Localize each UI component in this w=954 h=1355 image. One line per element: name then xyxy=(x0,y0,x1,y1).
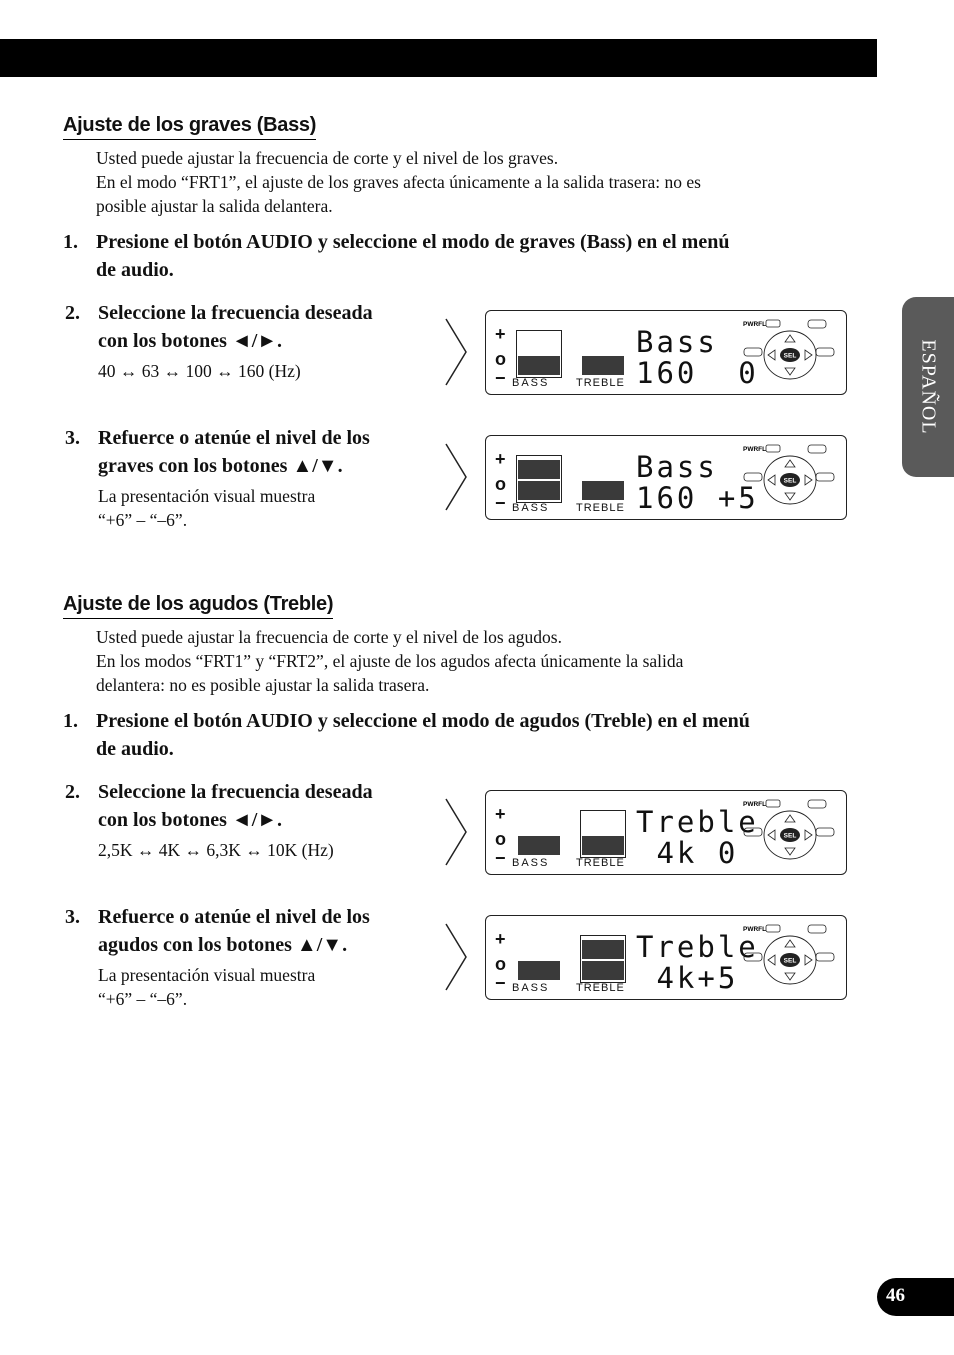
treble-level-fill xyxy=(582,481,624,500)
bass-label: BASS xyxy=(512,857,550,869)
pwrfl-label: PWRFL xyxy=(743,926,767,933)
page-number-label: 46 xyxy=(886,1285,905,1306)
step-text: Presione el botón AUDIO y seleccione el modo de agudos (Treble) en el menú xyxy=(96,710,750,732)
control-buttons-icon xyxy=(742,798,842,868)
treble-level-note xyxy=(98,963,315,1011)
display-mode-text: Treble xyxy=(636,930,759,964)
step-number: 2. xyxy=(65,781,80,803)
sel-label: SEL xyxy=(783,957,797,965)
step-number: 2. xyxy=(65,302,80,324)
step-text: Refuerce o atenúe el nivel de los xyxy=(98,906,370,928)
bass-label: BASS xyxy=(512,982,550,994)
pwrfl-label: PWRFL xyxy=(743,801,767,808)
control-buttons-icon xyxy=(742,443,842,513)
bass-intro xyxy=(96,146,856,218)
bass-intro-line: posible ajustar la salida delantera. xyxy=(96,196,333,216)
lcd-display xyxy=(485,310,847,395)
lcd-display xyxy=(485,915,847,1000)
treble-label: TREBLE xyxy=(576,502,625,514)
display-pointer-icon xyxy=(444,797,470,867)
pwrfl-label: PWRFL xyxy=(743,446,767,453)
level-zero-label: o xyxy=(495,829,506,849)
treble-intro-line: En los modos “FRT1” y “FRT2”, el ajuste de los agudos afecta únicamente la salida xyxy=(96,651,684,671)
step-text: Seleccione la frecuencia deseada xyxy=(98,781,373,803)
level-plus-label: + xyxy=(495,929,506,949)
level-zero-label: o xyxy=(495,474,506,494)
lcd-display xyxy=(485,790,847,875)
level-zero-label: o xyxy=(495,349,506,369)
treble-intro-line: delantera: no es posible ajustar la salida trasera. xyxy=(96,675,430,695)
note-line: La presentación visual muestra xyxy=(98,965,316,985)
sel-label: SEL xyxy=(783,352,797,360)
bass-level-fill xyxy=(518,836,560,855)
page-number xyxy=(877,1278,954,1316)
display-mode-text: Treble xyxy=(636,805,759,839)
step-text: Refuerce o atenúe el nivel de los xyxy=(98,427,370,449)
step-text: de audio. xyxy=(96,259,174,281)
note-line: “+6” – “–6”. xyxy=(98,989,188,1009)
step-number: 1. xyxy=(63,710,78,732)
level-minus-label: − xyxy=(495,493,506,513)
display-mode-text: Bass xyxy=(636,450,718,484)
step-number: 3. xyxy=(65,906,80,928)
step-text: de audio. xyxy=(96,738,174,760)
bass-level-note xyxy=(98,484,315,532)
treble-label: TREBLE xyxy=(576,377,625,389)
level-minus-label: − xyxy=(495,848,506,868)
display-value-text: 4k+5 xyxy=(636,961,739,995)
treble-label: TREBLE xyxy=(576,857,625,869)
section-heading-bass: Ajuste de los graves (Bass) xyxy=(63,114,316,140)
display-value-text: 160 +5 xyxy=(636,481,759,515)
bass-intro-line: Usted puede ajustar la frecuencia de corte y el nivel de los graves. xyxy=(96,148,559,168)
language-tab xyxy=(902,297,954,477)
header-bar xyxy=(0,39,877,77)
level-zero-label: o xyxy=(495,954,506,974)
step-number: 1. xyxy=(63,231,78,253)
note-line: La presentación visual muestra xyxy=(98,486,316,506)
level-plus-label: + xyxy=(495,324,506,344)
step-text: con los botones ◄/►. xyxy=(98,809,283,831)
display-value-text: 160 0 xyxy=(636,356,759,390)
step-text: con los botones ◄/►. xyxy=(98,330,283,352)
treble-intro-line: Usted puede ajustar la frecuencia de corte y el nivel de los agudos. xyxy=(96,627,562,647)
display-pointer-icon xyxy=(444,317,470,387)
treble-level-fill xyxy=(582,356,624,375)
bass-level-fill xyxy=(518,481,560,500)
display-mode-text: Bass xyxy=(636,325,718,359)
step-text: graves con los botones ▲/▼. xyxy=(98,455,343,477)
step-number: 3. xyxy=(65,427,80,449)
treble-level-boost-fill xyxy=(582,940,624,959)
treble-label: TREBLE xyxy=(576,982,625,994)
pwrfl-label: PWRFL xyxy=(743,321,767,328)
note-line: “+6” – “–6”. xyxy=(98,510,188,530)
treble-level-fill xyxy=(582,836,624,855)
treble-frequency-list: 2,5K ↔ 4K ↔ 6,3K ↔ 10K (Hz) xyxy=(98,840,334,860)
level-plus-label: + xyxy=(495,449,506,469)
sel-label: SEL xyxy=(783,832,797,840)
control-buttons-icon xyxy=(742,318,842,388)
step-text: Presione el botón AUDIO y seleccione el modo de graves (Bass) en el menú xyxy=(96,231,730,253)
display-pointer-icon xyxy=(444,442,470,512)
bass-label: BASS xyxy=(512,502,550,514)
treble-intro xyxy=(96,625,856,697)
control-buttons-icon xyxy=(742,923,842,993)
bass-level-fill xyxy=(518,961,560,980)
step-text: agudos con los botones ▲/▼. xyxy=(98,934,348,956)
level-minus-label: − xyxy=(495,368,506,388)
bass-intro-line: En el modo “FRT1”, el ajuste de los graves afecta únicamente a la salida trasera: no es xyxy=(96,172,701,192)
step-text: Seleccione la frecuencia deseada xyxy=(98,302,373,324)
bass-level-fill xyxy=(518,356,560,375)
display-value-text: 4k 0 xyxy=(636,836,739,870)
section-heading-treble: Ajuste de los agudos (Treble) xyxy=(63,593,333,619)
level-plus-label: + xyxy=(495,804,506,824)
bass-label: BASS xyxy=(512,377,550,389)
lcd-display xyxy=(485,435,847,520)
bass-frequency-list: 40 ↔ 63 ↔ 100 ↔ 160 (Hz) xyxy=(98,361,301,381)
treble-level-fill xyxy=(582,961,624,980)
bass-level-boost-fill xyxy=(518,460,560,479)
sel-label: SEL xyxy=(783,477,797,485)
language-tab-label: ESPAÑOL xyxy=(917,339,940,435)
display-pointer-icon xyxy=(444,922,470,992)
level-minus-label: − xyxy=(495,973,506,993)
